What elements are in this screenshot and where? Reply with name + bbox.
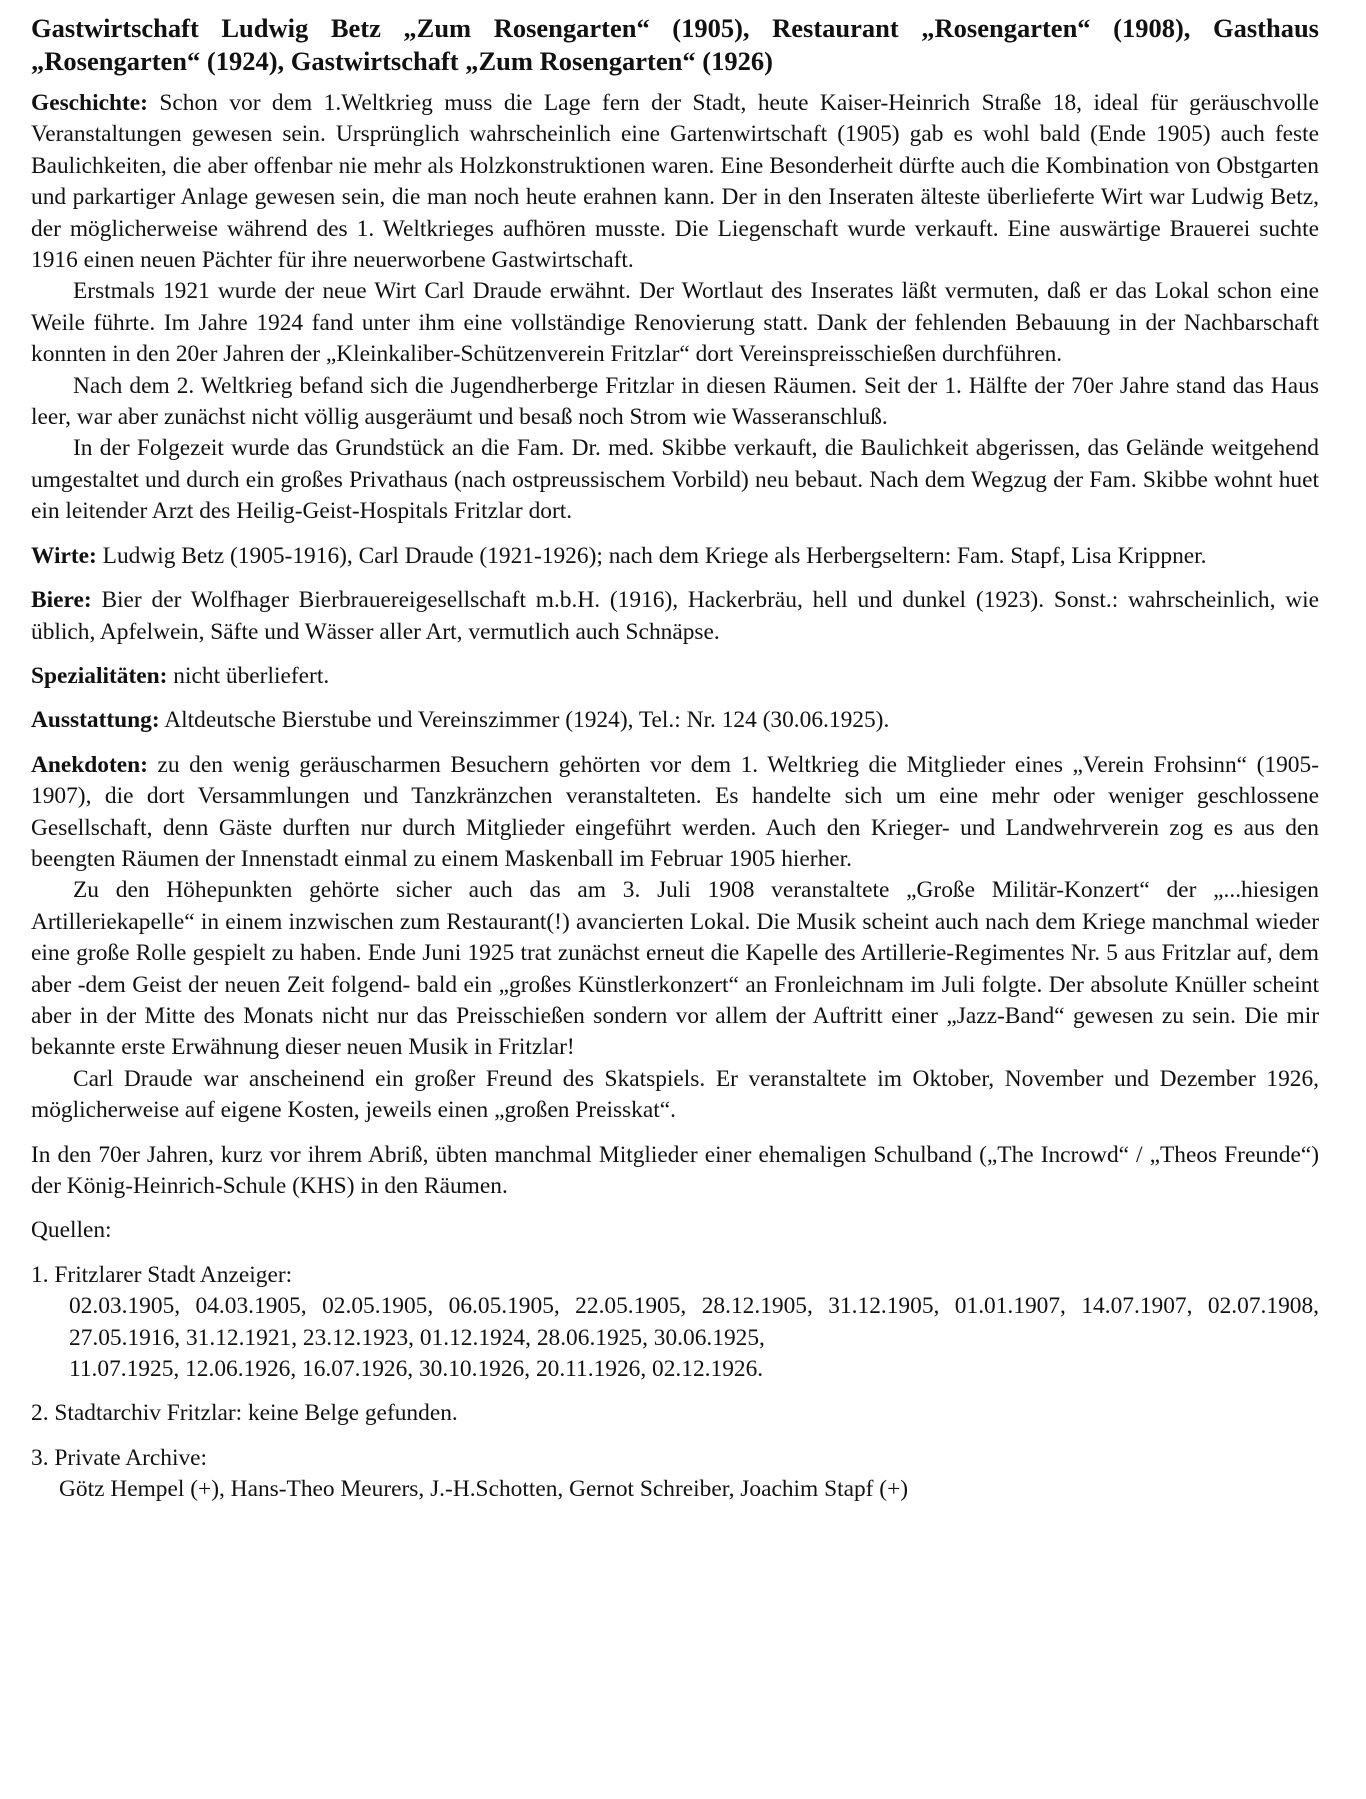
history-paragraph-2: Erstmals 1921 wurde der neue Wirt Carl Draude erwähnt. Der Wortlaut des Inserates läßt vermuten, daß er das Lokal schon eine Weile führte. Im Jahre 1924 fand unter ihm eine vollständige Renovierung statt. Dank der fehlenden Bebauung in der Nachbarschaft konnten in den 20er Jahren der „Kleinkaliber-Schützenverein Fritzlar“ dort Vereinspreisschießen durchführen. bbox=[31, 278, 1319, 368]
beers-label: Biere: bbox=[31, 587, 92, 614]
hosts-label: Wirte: bbox=[31, 542, 97, 569]
source-item-1-dates-end: 11.07.1925, 12.06.1926, 16.07.1926, 30.10.1926, 20.11.1926, 02.12.1926. bbox=[69, 1356, 764, 1383]
history-paragraph-4: In der Folgezeit wurde das Grundstück an die Fam. Dr. med. Skibbe verkauft, die Baulichkeit abgerissen, das Gelände weitgehend umgestaltet und durch ein großes Privathaus (nach ostpreussischem Vorbild) neu bebaut. Nach dem Wegzug der Fam. Skibbe wohnt huet ein leitender Arzt des Heilig-Geist-Hospitals Fritzlar dort. bbox=[31, 435, 1319, 525]
source-item-3 bbox=[31, 1443, 1319, 1506]
anecdotes-text-1: zu den wenig geräuscharmen Besuchern gehörten vor dem 1. Weltkrieg die Mitglieder eines „Verein Frohsinn“ (1905-1907), die dort Versammlungen und Tanzkränzchen veranstalteten. Es handelte sich um eine mehr oder weniger geschlossene Gesellschaft, denn Gäste durften nur durch Mitglieder eingeführt werden. Auch den Krieger- und Landwehrverein zog es aus den beengten Räumen der Innenstadt einmal zu einem Maskenball im Februar 1905 hierher. bbox=[31, 751, 1319, 872]
furnishings-text: Altdeutsche Bierstube und Vereinszimmer (1924), Tel.: Nr. 124 (30.06.1925). bbox=[164, 707, 890, 734]
history-paragraph-3: Nach dem 2. Weltkrieg befand sich die Jugendherberge Fritzlar in diesen Räumen. Seit der 1. Hälfte der 70er Jahre stand das Haus leer, war aber zunächst nicht völlig ausgeräumt und besaß noch Strom wie Wasseranschluß. bbox=[31, 372, 1319, 431]
furnishings-label: Ausstattung: bbox=[31, 707, 160, 734]
hosts-section bbox=[31, 541, 1319, 572]
anecdotes-paragraph-2: Zu den Höhepunkten gehörte sicher auch das am 3. Juli 1908 veranstaltete „Große Militär-Konzert“ der „...hiesigen Artilleriekapelle“ in einem inzwischen zum Restaurant(!) avancierten Lokal. Die Musik scheint auch nach dem Kriege manchmal wieder eine große Rolle gespielt zu haben. Ende Juni 1925 trat zunächst erneut die Kapelle des Artillerie-Regimentes Nr. 5 aus Fritzlar auf, dem aber -dem Geist der neuen Zeit folgend- bald ein „großes Künstlerkonzert“ an Fronleichnam im Juli folgte. Der absolute Knüller scheint aber in der Mitte des Monats nicht nur das Preisschießen sondern vor allem der Auftritt einer „Jazz-Band“ gewesen zu sein. Die mir bekannte erste Erwähnung dieser neuen Musik in Fritzlar! bbox=[31, 877, 1319, 1061]
source-item-3-names: Götz Hempel (+), Hans-Theo Meurers, J.-H.Schotten, Gernot Schreiber, Joachim Stapf (+) bbox=[59, 1476, 909, 1503]
history-text-1: Schon vor dem 1.Weltkrieg muss die Lage fern der Stadt, heute Kaiser-Heinrich Straße 18, ideal für geräuschvolle Veranstaltungen gewesen sein. Ursprünglich wahrscheinlich eine Gartenwirtschaft (1905) gab es wohl bald (Ende 1905) auch feste Baulichkeiten, die aber offenbar nie mehr als Holzkonstruktionen waren. Eine Besonderheit dürfte auch die Kombination von Obstgarten und parkartiger Anlage gewesen sein, die man noch heute erahnen kann. Der in den Inseraten älteste überlieferte Wirt war Ludwig Betz, der möglicherweise während des 1. Weltkrieges aufhören musste. Die Liegenschaft wurde verkauft. Eine auswärtige Brauerei suchte 1916 einen neuen Pächter für ihre neuerworbene Gastwirtschaft. bbox=[31, 90, 1319, 274]
specialties-section bbox=[31, 661, 1319, 692]
source-item-3-title: 3. Private Archive: bbox=[31, 1444, 208, 1471]
furnishings-section bbox=[31, 705, 1319, 736]
sources-heading: Quellen: bbox=[31, 1217, 112, 1244]
source-item-1 bbox=[31, 1260, 1319, 1386]
page-title: Gastwirtschaft Ludwig Betz „Zum Rosengarten“ (1905), Restaurant „Rosengarten“ (1908), Gasthaus „Rosengarten“ (1924), Gastwirtschaft „Zum Rosengarten“ (1926) bbox=[31, 13, 1319, 76]
anecdotes-label: Anekdoten: bbox=[31, 751, 148, 778]
hosts-text: Ludwig Betz (1905-1916), Carl Draude (1921-1926); nach dem Kriege als Herbergseltern: Fam. Stapf, Lisa Krippner. bbox=[102, 542, 1207, 569]
source-item-1-title: 1. Fritzlarer Stadt Anzeiger: bbox=[31, 1261, 293, 1288]
source-item-2: 2. Stadtarchiv Fritzlar: keine Belge gefunden. bbox=[31, 1400, 458, 1427]
history-label: Geschichte: bbox=[31, 90, 148, 116]
document-body bbox=[31, 88, 1319, 1506]
document-page bbox=[31, 12, 1319, 1506]
beers-text: Bier der Wolfhager Bierbrauereigesellschaft m.b.H. (1916), Hackerbräu, hell und dunkel (1923). Sonst.: wahrscheinlich, wie üblich, Apfelwein, Säfte und Wässer aller Art, vermutlich auch Schnäpse. bbox=[31, 587, 1319, 645]
beers-section bbox=[31, 585, 1319, 648]
school-band-paragraph: In den 70er Jahren, kurz vor ihrem Abriß, übten manchmal Mitglieder einer ehemaligen Schulband („The Incrowd“ / „Theos Freunde“) der König-Heinrich-Schule (KHS) in den Räumen. bbox=[31, 1141, 1319, 1199]
specialties-text: nicht überliefert. bbox=[173, 662, 330, 689]
anecdotes-paragraph-1 bbox=[31, 750, 1319, 876]
specialties-label: Spezialitäten: bbox=[31, 662, 168, 689]
anecdotes-paragraph-3: Carl Draude war anscheinend ein großer Freund des Skatspiels. Er veranstaltete im Oktober, November und Dezember 1926, möglicherweise auf eigene Kosten, jeweils einen „großen Preisskat“. bbox=[31, 1065, 1319, 1124]
source-item-1-dates: 02.03.1905, 04.03.1905, 02.05.1905, 06.05.1905, 22.05.1905, 28.12.1905, 31.12.1905, 01.01.1907, 14.07.1907, 02.07.1908, 27.05.1916, 31.12.1921, 23.12.1923, 01.12.1924, 28.06.1925, 30.06.1925, bbox=[69, 1293, 1319, 1351]
history-paragraph-1 bbox=[31, 88, 1319, 276]
